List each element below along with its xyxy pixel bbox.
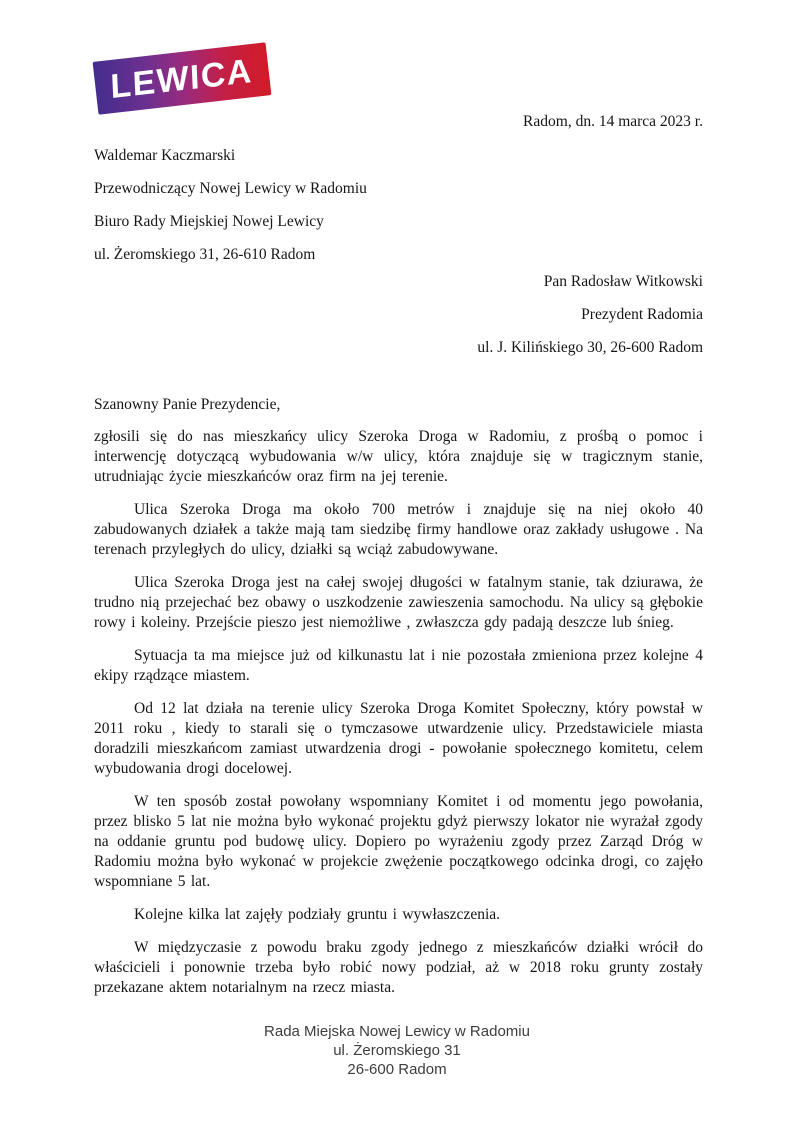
recipient-street-address: ul. J. Kilińskiego 30, 26-600 Radom [477, 339, 703, 356]
body-paragraph: Od 12 lat działa na terenie ulicy Szeroka Droga Komitet Społeczny, który powstał w 2011 roku , kiedy to starali się o tymczasowe utwardzenie ulicy. Przedstawiciele miasta doradzili mieszkańcom zamiast utwardzenia drogi - powołanie społecznego komitetu, celem wybudowania drogi docelowej. [94, 700, 703, 777]
salutation: Szanowny Panie Prezydencie, [94, 396, 281, 413]
lewica-logo-text: LEWICA [110, 51, 254, 106]
sender-address-block [94, 146, 367, 278]
footer-org-name: Rada Miejska Nowej Lewicy w Radomiu [264, 1023, 530, 1040]
sender-office: Biuro Rady Miejskiej Nowej Lewicy [94, 213, 324, 230]
body-paragraph: zgłosili się do nas mieszkańcy ulicy Szeroka Droga w Radomiu, z prośbą o pomoc i interwencję dotyczącą wybudowania w/w ulicy, która znajduje się w tragicznym stanie, utrudniając życie mieszkańców oraz firm na jej terenie. [94, 428, 703, 485]
body-paragraph: Ulica Szeroka Droga jest na całej swojej długości w fatalnym stanie, tak dziurawa, że trudno nią przejechać bez obawy o uszkodzenie zawieszenia samochodu. Na ulicy są głębokie rowy i koleiny. Przejście pieszo jest niemożliwe , zwłaszcza gdy padają deszcze lub śnieg. [94, 574, 703, 631]
letter-date: Radom, dn. 14 marca 2023 r. [523, 113, 703, 130]
body-paragraph: Sytuacja ta ma miejsce już od kilkunastu lat i nie pozostała zmieniona przez kolejne 4 ekipy rządzące miastem. [94, 647, 703, 684]
body-paragraph: Ulica Szeroka Droga ma około 700 metrów i znajduje się na niej około 40 zabudowanych działek a także mają tam siedzibę firmy handlowe oraz zakłady usługowe . Na terenach przyległych do ulicy, działki są wciąż zabudowywane. [94, 501, 703, 558]
footer-city: 26-600 Radom [347, 1061, 447, 1078]
recipient-title: Prezydent Radomia [581, 306, 703, 323]
sender-street-address: ul. Żeromskiego 31, 26-610 Radom [94, 246, 316, 263]
sender-name: Waldemar Kaczmarski [94, 147, 236, 164]
lewica-logo [93, 42, 272, 114]
footer-street: ul. Żeromskiego 31 [333, 1042, 461, 1059]
letter-footer [0, 1022, 794, 1079]
body-paragraph: W ten sposób został powołany wspomniany Komitet i od momentu jego powołania, przez blisko 5 lat nie można było wykonać projektu gdyż pierwszy lokator nie wyrażał zgody na oddanie gruntu pod budowę ulicy. Dopiero po wyrażeniu zgody przez Zarząd Dróg w Radomiu można było wykonać w projekcie zwężenie początkowego odcinka drogi, co zajęło wspomniane 5 lat. [94, 793, 703, 890]
letter-body [94, 395, 703, 1011]
body-paragraph: W międzyczasie z powodu braku zgody jednego z mieszkańców działki wrócił do właścicieli i ponownie trzeba było robić nowy podział, aż w 2018 roku grunty zostały przekazane aktem notarialnym na rzecz miasta. [94, 939, 703, 996]
sender-title: Przewodniczący Nowej Lewicy w Radomiu [94, 180, 367, 197]
recipient-name: Pan Radosław Witkowski [543, 273, 703, 290]
recipient-address-block [477, 272, 703, 371]
body-paragraph: Kolejne kilka lat zajęły podziały gruntu i wywłaszczenia. [134, 906, 501, 923]
